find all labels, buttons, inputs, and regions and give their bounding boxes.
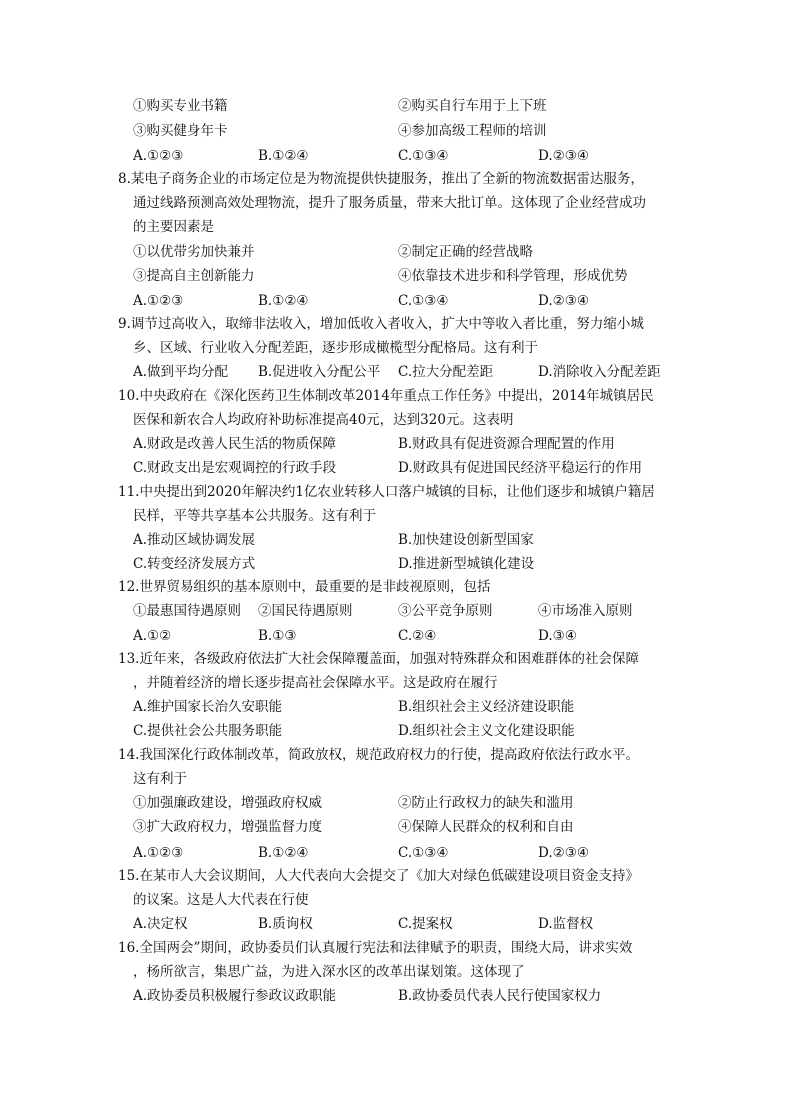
q13-option-c: C.提供社会公共服务职能 [133,723,283,739]
q11-option-a: A.推动区域协调发展 [133,532,256,548]
q12-option-d: D.③④ [538,628,577,644]
q9-stem-line-1: 9.调节过高收入，取缔非法收入，增加低收入者收入，扩大中等收入者比重，努力缩小城 [118,316,644,332]
q14-option-c: C.①③④ [398,845,449,861]
q15-option-d: D.监督权 [538,916,594,932]
q8-item-3: ③提高自主创新能力 [133,268,255,284]
q8-stem-line-3: 的主要因素是 [133,219,214,235]
q11-option-c: C.转变经济发展方式 [133,556,256,572]
q7-item-4: ④参加高级工程师的培训 [398,123,547,139]
q8-option-c: C.①③④ [398,293,449,309]
q14-option-d: D.②③④ [538,845,589,861]
q15-option-b: B.质询权 [258,916,313,932]
q7-option-a: A.①②③ [133,148,184,164]
q7-option-d: D.②③④ [538,148,589,164]
q12-item-1: ①最惠国待遇原则 [133,603,241,619]
q12-item-2: ②国民待遇原则 [258,603,353,619]
q7-item-1: ①购买专业书籍 [133,98,228,114]
q15-option-c: C.提案权 [398,916,453,932]
q14-option-a: A.①②③ [133,845,184,861]
q8-item-2: ②制定正确的经营战略 [398,244,533,260]
q13-option-b: B.组织社会主义经济建设职能 [398,699,575,715]
q13-option-d: D.组织社会主义文化建设职能 [398,723,575,739]
q7-option-c: C.①③④ [398,148,449,164]
q8-option-b: B.①②④ [258,293,309,309]
q9-option-a: A.做到平均分配 [133,364,229,380]
q14-option-b: B.①②④ [258,845,309,861]
q13-option-a: A.维护国家长治久安职能 [133,699,283,715]
q12-stem-line-1: 12.世界贸易组织的基本原则中，最重要的是非歧视原则，包括 [118,579,491,595]
q15-option-a: A.决定权 [133,916,188,932]
q8-stem-line-2: 通过线路预测高效处理物流，提升了服务质量，带来大批订单。这体现了企业经营成功 [133,195,646,211]
q11-stem-line-2: 民样，平等共享基本公共服务。这有利于 [133,508,376,524]
q14-stem-line-2: 这有利于 [133,771,187,787]
q12-item-3: ③公平竞争原则 [398,603,493,619]
q15-stem-line-1: 15.在某市人大会议期间，人大代表向大会提交了《加大对绿色低碳建设项目资金支持》 [118,868,639,884]
q7-item-3: ③购买健身年卡 [133,123,228,139]
q9-stem-line-2: 乡、区域、行业收入分配差距，逐步形成橄榄型分配格局。这有利于 [133,340,538,356]
q12-option-b: B.①③ [258,628,297,644]
q9-option-b: B.促进收入分配公平 [258,364,381,380]
q11-option-b: B.加快建设创新型国家 [398,532,534,548]
q14-item-4: ④保障人民群众的权利和自由 [398,819,574,835]
q16-option-a: A.政协委员积极履行参政议政职能 [133,988,337,1004]
q14-item-3: ③扩大政府权力，增强监督力度 [133,819,322,835]
q12-option-a: A.①② [133,628,172,644]
q9-option-d: D.消除收入分配差距 [538,364,661,380]
q8-stem-line-1: 8.某电子商务企业的市场定位是为物流提供快捷服务，推出了全新的物流数据雷达服务， [118,171,644,187]
q8-option-a: A.①②③ [133,293,184,309]
q15-stem-line-2: 的议案。这是人大代表在行使 [133,892,309,908]
q12-option-c: C.②④ [398,628,437,644]
q13-stem-line-2: ，并随着经济的增长逐步提高社会保障水平。这是政府在履行 [133,675,498,691]
q11-option-d: D.推进新型城镇化建设 [398,556,535,572]
q9-option-c: C.拉大分配差距 [398,364,494,380]
q13-stem-line-1: 13.近年来，各级政府依法扩大社会保障覆盖面，加强对特殊群众和困难群体的社会保障 [118,651,639,667]
q14-item-2: ②防止行政权力的缺失和滥用 [398,795,574,811]
q16-stem-line-1: 16.全国两会”期间，政协委员们认真履行宪法和法律赋予的职责，围绕大局，讲求实效 [118,940,633,956]
q8-item-1: ①以优带劣加快兼并 [133,244,255,260]
q7-option-b: B.①②④ [258,148,309,164]
q14-item-1: ①加强廉政建设，增强政府权威 [133,795,322,811]
q8-option-d: D.②③④ [538,293,589,309]
q10-stem-line-1: 10.中央政府在《深化医药卫生体制改革2014年重点工作任务》中提出，2014年城镇居民 [118,388,654,404]
q10-option-b: B.财政具有促进资源合理配置的作用 [398,436,615,452]
q16-stem-line-2: ，杨所欲言，集思广益，为进入深水区的改革出谋划策。这体现了 [133,964,525,980]
q12-item-4: ④市场准入原则 [538,603,633,619]
q8-item-4: ④依靠技术进步和科学管理，形成优势 [398,268,628,284]
q11-stem-line-1: 11.中央提出到2020年解决约1亿农业转移人口落户城镇的目标，让他们逐步和城镇户籍居 [118,484,655,500]
q10-option-a: A.财政是改善人民生活的物质保障 [133,436,337,452]
q7-item-2: ②购买自行车用于上下班 [398,98,547,114]
q10-option-d: D.财政具有促进国民经济平稳运行的作用 [398,460,643,476]
q10-option-c: C.财政支出是宏观调控的行政手段 [133,460,337,476]
q16-option-b: B.政协委员代表人民行使国家权力 [398,988,602,1004]
q10-stem-line-2: 医保和新农合人均政府补助标准提高40元，达到320元。这表明 [133,412,514,428]
q14-stem-line-1: 14.我国深化行政体制改革，简政放权，规范政府权力的行使，提高政府依法行政水平。 [118,747,639,763]
